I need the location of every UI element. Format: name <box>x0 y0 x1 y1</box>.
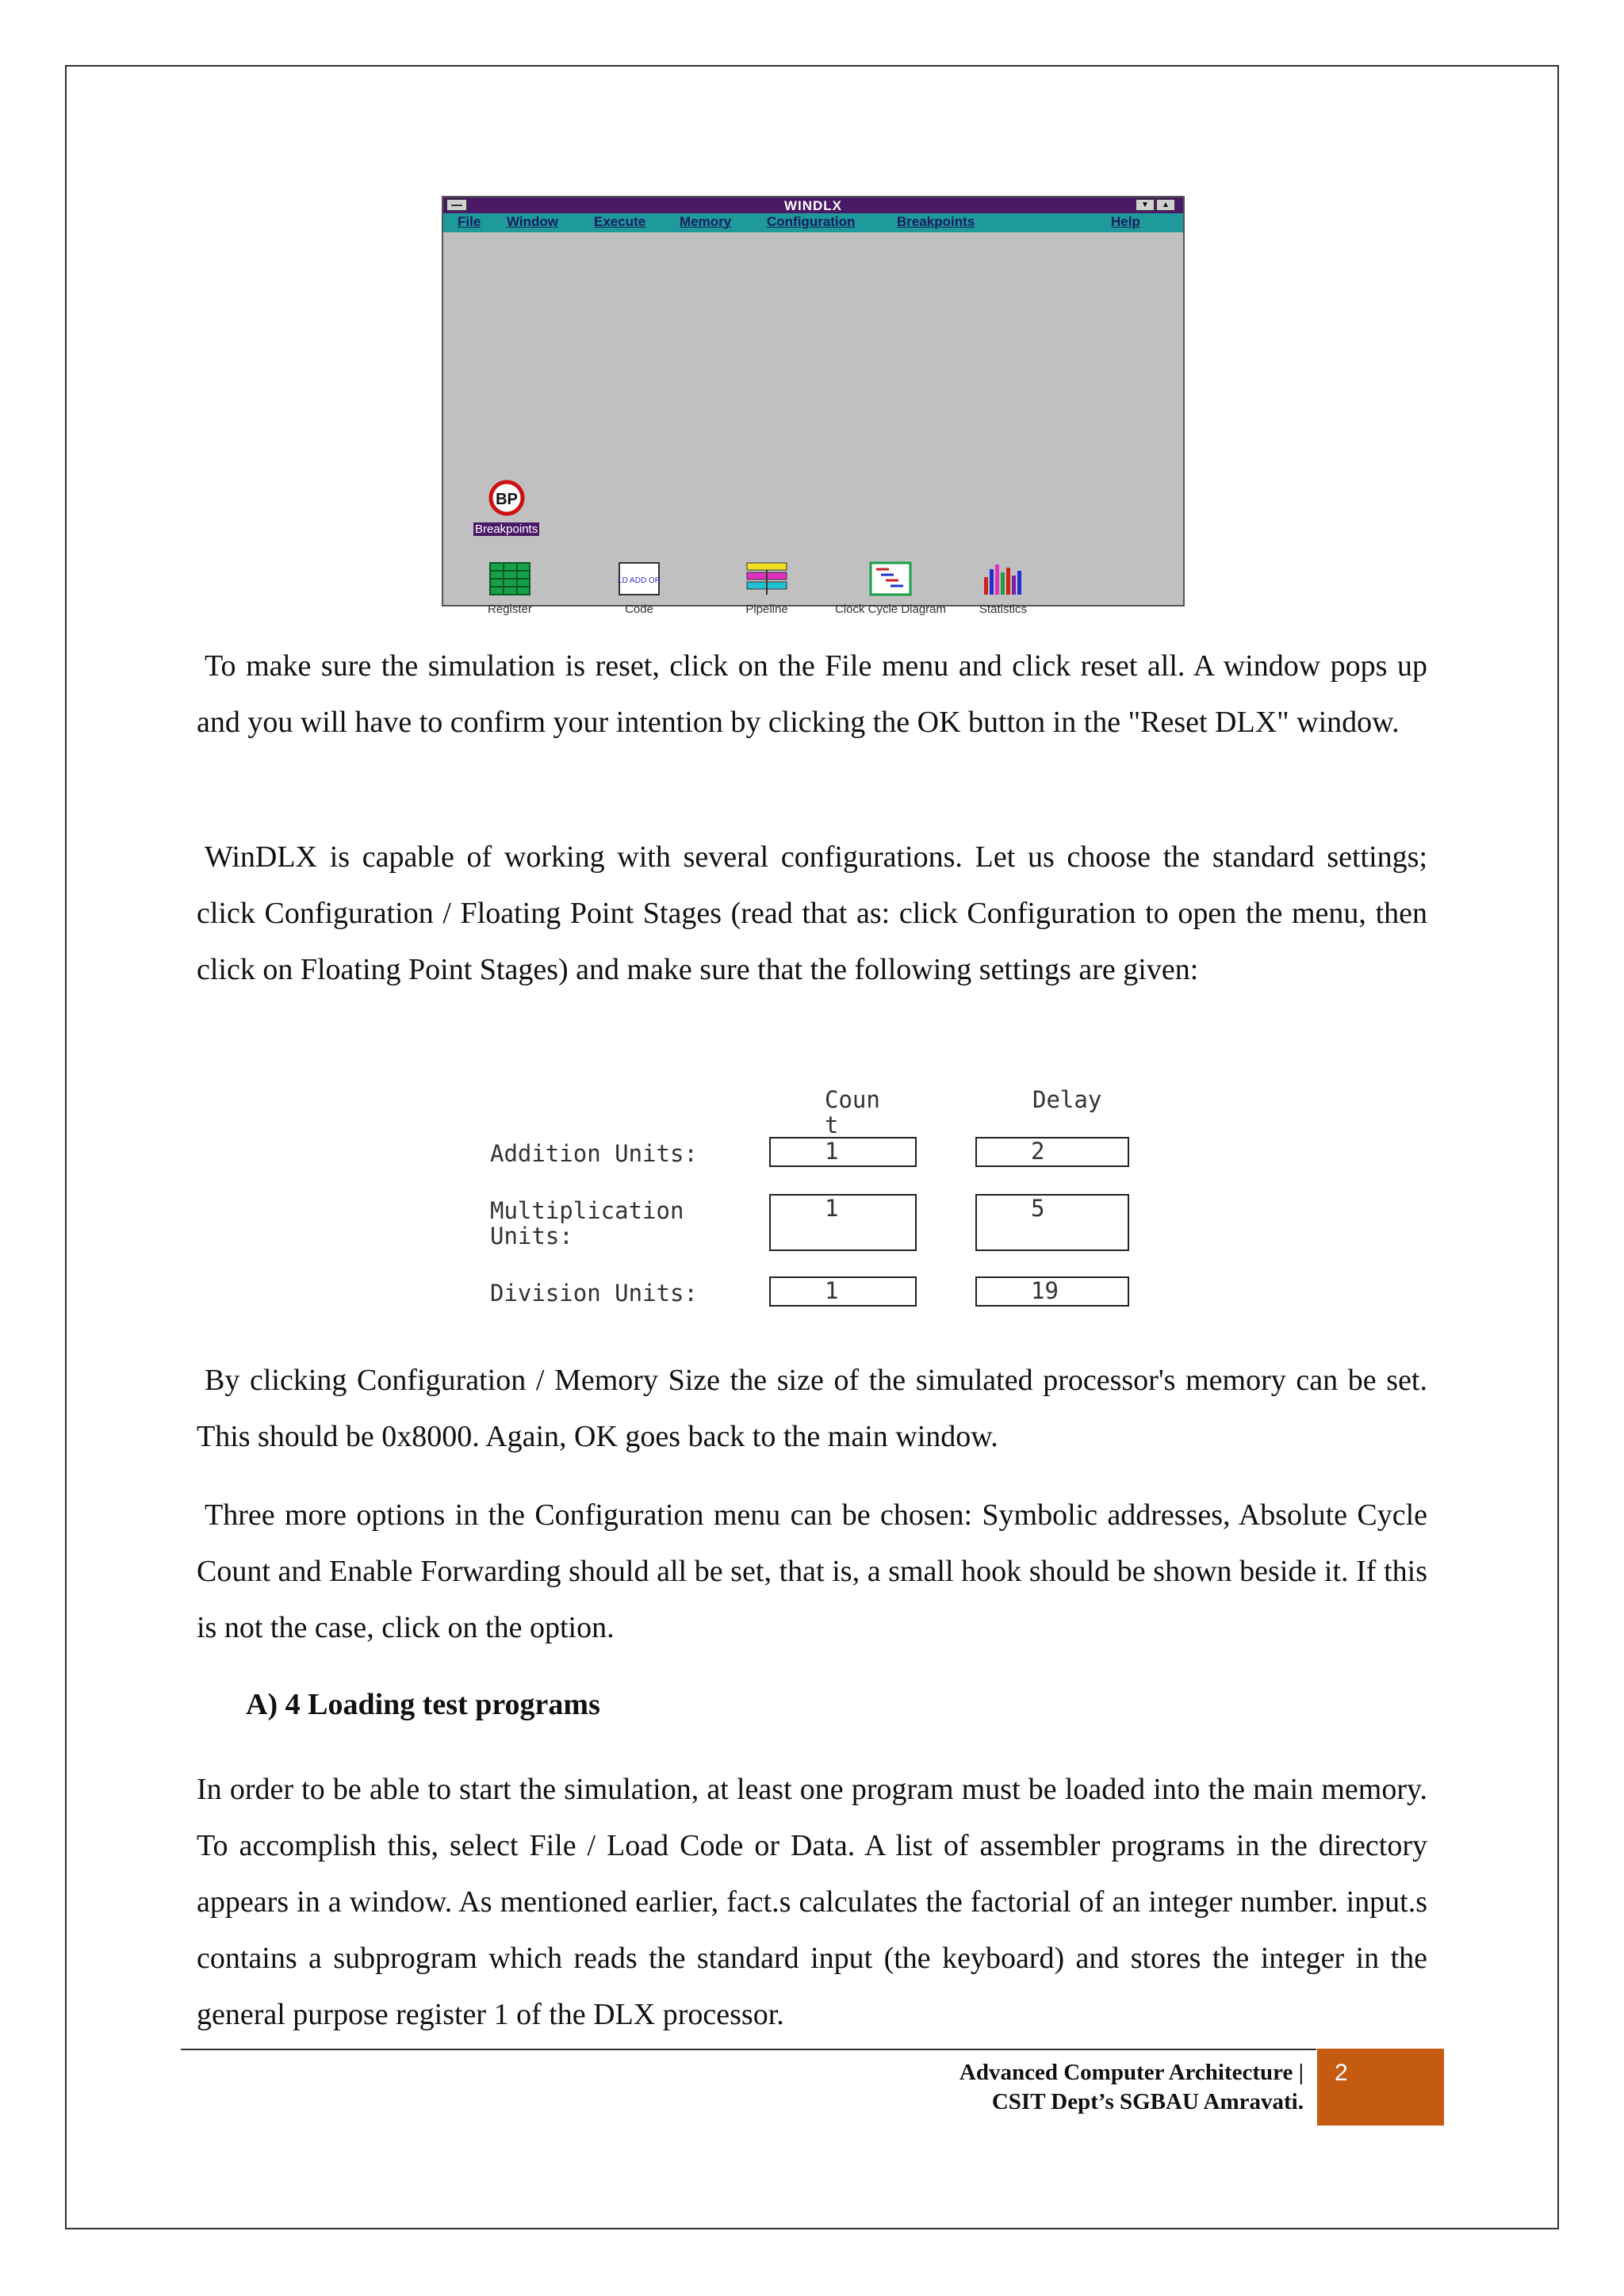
menu-configuration[interactable]: Configuration <box>767 214 856 229</box>
count-header: Coun <box>825 1086 880 1113</box>
multiplication-units-label-2: Units: <box>490 1223 573 1249</box>
clock-cycle-desktop-icon[interactable] <box>827 561 954 616</box>
multiplication-count-field[interactable]: 1 <box>769 1194 917 1251</box>
menu-window[interactable]: Window <box>507 214 558 229</box>
desktop-area <box>443 232 1183 616</box>
clock-cycle-icon <box>827 561 954 596</box>
register-desktop-icon[interactable] <box>488 561 532 616</box>
menu-bar <box>443 213 1183 232</box>
code-icon <box>618 561 661 596</box>
code-label: Code <box>625 603 653 616</box>
multiplication-delay-field[interactable]: 5 <box>975 1194 1129 1251</box>
register-label: Register <box>488 603 532 616</box>
statistics-desktop-icon[interactable] <box>979 561 1027 616</box>
window-title-bar <box>443 197 1183 213</box>
paragraph-options: Three more options in the Configuration menu can be chosen: Symbolic addresses, Absolute Cycle Count and Enable Forwarding should all be set, that is, a small hook should be shown beside it. If this is not the case, click on the option. <box>197 1498 1427 1644</box>
footer-department: CSIT Dept’s SGBAU Amravati. <box>991 2089 1304 2114</box>
menu-breakpoints[interactable]: Breakpoints <box>897 214 975 229</box>
division-count-field[interactable]: 1 <box>769 1276 917 1307</box>
windlx-window <box>442 196 1185 616</box>
menu-execute[interactable]: Execute <box>594 214 646 229</box>
delay-header: Delay <box>1032 1086 1102 1113</box>
paragraph-loading: In order to be able to start the simulation, at least one program must be loaded into the main memory. To accomplish this, select File / Load Code or Data. A list of assembler programs in the directory appears in a window. As mentioned earlier, fact.s calculates the factorial of an integer number. input.s contains a subprogram which reads the standard input (the keyboard) and stores the integer in the general purpose register 1 of the DLX processor. <box>197 1773 1427 2031</box>
register-icon <box>488 561 531 596</box>
section-heading: A) 4 Loading test programs <box>246 1688 600 1721</box>
statistics-icon <box>979 561 1027 596</box>
addition-units-label: Addition Units: <box>490 1140 698 1167</box>
menu-file[interactable]: File <box>458 214 481 229</box>
breakpoints-label: Breakpoints <box>475 522 538 536</box>
svg-text:BP: BP <box>495 491 518 508</box>
paragraph-configurations: WinDLX is capable of working with several configurations. Let us choose the standard settings; click Configuration / Floating Point Stages (read that as: click Configuration to open the menu, then click on Floating Point Stages) and make sure that the following settings are given: <box>197 840 1427 986</box>
footer-text <box>959 2058 1304 2117</box>
division-units-label: Division Units: <box>490 1280 698 1307</box>
multiplication-units-label: Multiplication <box>490 1197 684 1224</box>
addition-count-field[interactable]: 1 <box>769 1137 917 1167</box>
menu-memory[interactable]: Memory <box>680 214 732 229</box>
footer-rule <box>181 2049 1316 2050</box>
count-header-wrap: t <box>825 1112 839 1138</box>
pipeline-desktop-icon[interactable] <box>743 561 791 616</box>
statistics-label: Statistics <box>979 603 1028 616</box>
breakpoints-desktop-icon[interactable] <box>473 480 539 536</box>
breakpoints-icon <box>485 480 528 516</box>
menu-help[interactable]: Help <box>1111 214 1140 229</box>
addition-delay-field[interactable]: 2 <box>975 1137 1129 1167</box>
pipeline-icon <box>743 561 791 596</box>
pipeline-label: Pipeline <box>745 603 788 616</box>
minimize-button[interactable]: ▼ <box>1136 199 1155 211</box>
page-number-box <box>1317 2049 1444 2126</box>
paragraph-reset: To make sure the simulation is reset, click on the File menu and click reset all. A window pops up and you will have to confirm your intention by clicking the OK button in the "Reset DLX" window. <box>197 649 1427 739</box>
maximize-button[interactable]: ▲ <box>1156 199 1175 211</box>
window-title: WINDLX <box>783 198 843 213</box>
code-desktop-icon[interactable] <box>618 561 661 616</box>
footer-course: Advanced Computer Architecture | <box>959 2060 1304 2085</box>
svg-text:LD ADD OR: LD ADD OR <box>618 576 661 585</box>
page-number: 2 <box>1335 2060 1348 2086</box>
division-delay-field[interactable]: 19 <box>975 1276 1129 1307</box>
paragraph-memory-size: By clicking Configuration / Memory Size the size of the simulated processor's memory can be set. This should be 0x8000. Again, OK goes back to the main window. <box>197 1364 1427 1453</box>
clock-cycle-label: Clock Cycle Diagram <box>834 603 947 616</box>
